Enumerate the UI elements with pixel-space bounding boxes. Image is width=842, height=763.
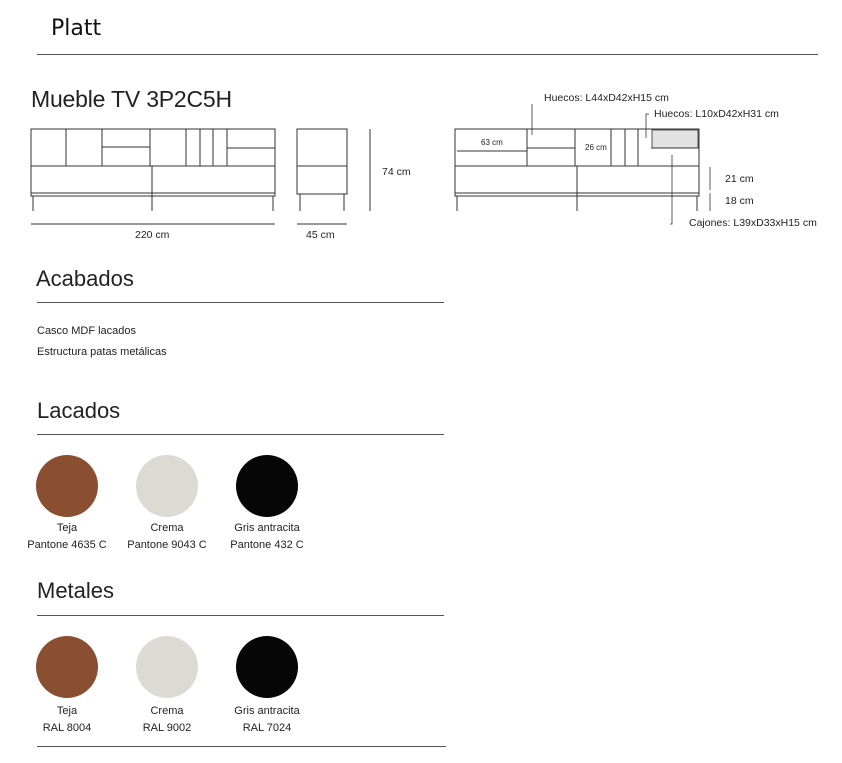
- acabados-item: Casco MDF lacados: [37, 325, 137, 337]
- swatch-code: Pantone 4635 C: [27, 539, 107, 551]
- side-view: [297, 129, 347, 211]
- swatch-caption: [12, 703, 122, 737]
- swatch-name: Gris antracita: [234, 705, 300, 717]
- swatch-caption: [12, 520, 122, 554]
- swatch-crema: [136, 636, 198, 698]
- highlighted-drawer: [652, 130, 698, 148]
- callout-cajones: Cajones: L39xD33xH15 cm: [689, 217, 817, 229]
- lacados-heading: Lacados: [37, 398, 121, 423]
- swatch-code: Pantone 9043 C: [127, 539, 207, 551]
- swatch-gris-antracita: [236, 455, 298, 517]
- product-title: Mueble TV 3P2C5H: [31, 86, 232, 112]
- height-18-label: 18 cm: [725, 195, 754, 207]
- width-label: 220 cm: [135, 229, 170, 241]
- swatch-caption: [212, 520, 322, 554]
- swatch-code: Pantone 432 C: [230, 539, 304, 551]
- swatch-name: Teja: [56, 522, 78, 534]
- lacados-rule: [37, 434, 444, 435]
- acabados-rule: [37, 302, 444, 303]
- inner-label-63: 63 cm: [481, 138, 503, 147]
- swatch-gris-antracita: [236, 636, 298, 698]
- inner-label-26: 26 cm: [585, 143, 607, 152]
- swatch-crema: [136, 455, 198, 517]
- brand-name: Platt: [51, 16, 102, 41]
- acabados-heading: Acabados: [36, 266, 134, 291]
- callout-huecos-large: Huecos: L44xD42xH15 cm: [544, 92, 669, 104]
- depth-label: 45 cm: [306, 229, 335, 241]
- swatch-caption: [112, 520, 222, 554]
- swatch-code: RAL 8004: [42, 722, 92, 734]
- callout-huecos-small: Huecos: L10xD42xH31 cm: [654, 108, 779, 120]
- swatch-name: Teja: [56, 705, 78, 717]
- swatch-code: RAL 7024: [242, 722, 292, 734]
- front-view: [31, 129, 275, 211]
- metales-heading: Metales: [37, 578, 115, 603]
- height-21-label: 21 cm: [725, 173, 754, 185]
- metales-rule: [37, 615, 444, 616]
- swatch-teja: [36, 455, 98, 517]
- height-label: 74 cm: [382, 166, 411, 178]
- swatch-caption: [212, 703, 322, 737]
- swatch-code: RAL 9002: [142, 722, 192, 734]
- swatch-name: Gris antracita: [234, 522, 300, 534]
- footer-rule: [37, 746, 446, 747]
- acabados-item: Estructura patas metálicas: [37, 346, 167, 358]
- swatch-name: Crema: [150, 522, 184, 534]
- swatch-name: Crema: [150, 705, 184, 717]
- swatch-caption: [112, 703, 222, 737]
- swatch-teja: [36, 636, 98, 698]
